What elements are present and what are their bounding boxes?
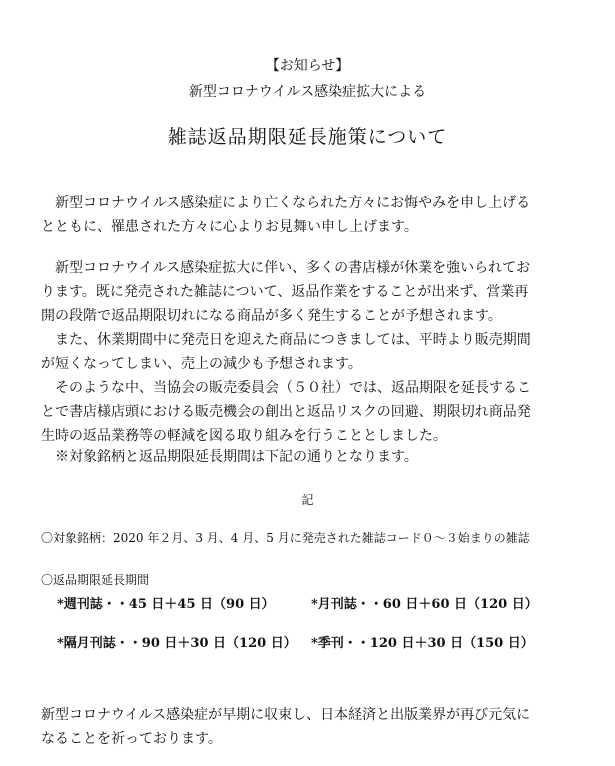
condolence-paragraph	[41, 191, 581, 239]
text-line: ります。既に発売された雑誌について、返品作業をすることが出来ず、営業再	[41, 284, 529, 300]
subtitle: 新型コロナウイルス感染症拡大による	[188, 84, 427, 100]
text-line: なることを祈っております。	[41, 731, 222, 747]
closing-paragraph	[41, 703, 581, 751]
extension-monthly: *月刊誌・・60 日＋60 日（120 日）	[311, 597, 538, 612]
notice-label: 【お知らせ】	[265, 58, 350, 74]
note-line: ※対象銘柄と返品期限延長期間は下記の通りとなります。	[41, 449, 418, 465]
text-line: 生時の返品業務等の軽減を図る取り組みを行うこととしました。	[41, 428, 447, 444]
ki-marker: 記	[301, 493, 314, 507]
text-line: そのような中、当協会の販売委員会（５０社）では、返品期限を延長するこ	[41, 380, 531, 396]
text-line: 新型コロナウイルス感染症が早期に収束し、日本経済と出版業界が再び元気に	[41, 707, 531, 723]
text-line: が短くなってしまい、売上の減少も予想されます。	[41, 356, 362, 372]
extension-heading: 〇返品期限延長期間	[41, 573, 150, 587]
text-line: また、休業期間中に発売日を迎えた商品につきましては、平時より販売期間	[41, 332, 531, 348]
extension-bimonthly: *隔月刊誌・・90 日＋30 日（120 日）	[57, 636, 297, 651]
extension-quarterly: *季刊・・120 日＋30 日（150 日）	[311, 636, 534, 651]
body-paragraph	[41, 256, 581, 448]
text-line: 開の段階で返品期限切れになる商品が多く発生することが予想されます。	[41, 308, 502, 324]
text-line: 新型コロナウイルス感染症により亡くなられた方々にお悔やみを申し上げる	[41, 195, 531, 211]
target-line: 〇対象銘柄：2020 年２月、3 月、4 月、5 月に発売された雑誌コード０～３始まりの雑誌	[41, 531, 530, 545]
text-line: とで書店様店頭における販売機会の創出と返品リスクの回避、期限切れ商品発	[41, 404, 531, 420]
text-line: とともに、罹患された方々に心よりお見舞い申し上げます。	[41, 219, 418, 235]
text-line: 新型コロナウイルス感染症拡大に伴い、多くの書店様が休業を強いられてお	[41, 260, 531, 276]
page-title: 雑誌返品期限延長施策について	[167, 126, 448, 148]
extension-weekly: *週刊誌・・45 日＋45 日（90 日）	[57, 597, 275, 612]
